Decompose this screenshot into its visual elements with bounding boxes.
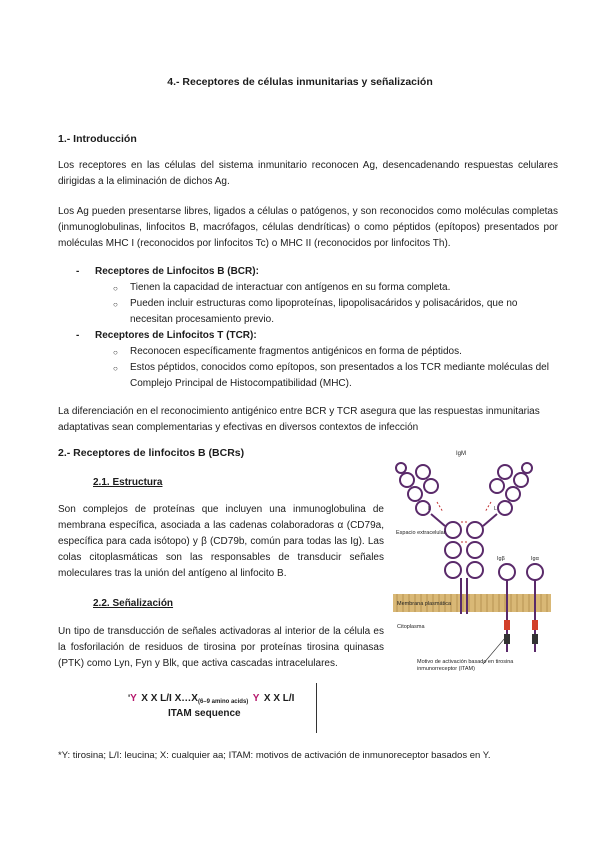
fig-label-citoplasma: Citoplasma	[397, 624, 425, 630]
bcr-structure-figure	[393, 442, 551, 698]
bcr-subbullet-1-marker: ○	[113, 284, 118, 293]
itam-sequence-middle: X X L/I X…X	[141, 693, 198, 704]
itam-tyrosine-2: Y	[252, 693, 260, 704]
bcr-subbullet-2-marker: ○	[113, 300, 118, 309]
tcr-subbullet-1: Reconocen específicamente fragmentos antigénicos en forma de péptidos.	[130, 346, 462, 357]
itam-tyrosine-1: Y	[130, 693, 137, 704]
itam-sequence-end: X X L/I	[263, 693, 295, 704]
fig-label-espacio: Espacio extracelular	[396, 530, 446, 536]
bcr-subbullet-1: Tienen la capacidad de interactuar con antígenos en su forma completa.	[130, 282, 451, 293]
fig-label-igm: IgM	[456, 451, 467, 457]
intro-paragraph-1: Los receptores en las células del sistema inmunitario reconocen Ag, desencadenando respuestas celulares dirigidas a la eliminación de dichos Ag.	[58, 160, 558, 187]
itam-caption: ITAM sequence	[168, 708, 241, 719]
bcr-section-heading: 2.- Receptores de linfocitos B (BCRs)	[58, 447, 245, 459]
intro-heading: 1.- Introducción	[58, 133, 137, 145]
fig-label-ig-alpha: Igα	[531, 556, 539, 562]
signal-text: Un tipo de transducción de señales activadoras al interior de la célula es la fosforilación de residuos de tirosina por proteínas tirosina quinasas (PTK) como Lyn, Fyn y Blk, que activa cascadas intracelulares.	[58, 626, 384, 669]
bcr-bullet-dash: -	[76, 266, 80, 277]
fig-label-membrana: Membrana plasmática	[397, 601, 452, 607]
itam-end-marker-line	[316, 683, 317, 733]
structure-text: Son complejos de proteínas que incluyen una inmunoglobulina de membrana específica, asociada a las cadenas colaboradoras α (CD79a, específica para cada isótopo) y β (CD79b, común para todas las Ig). Las colas citoplasmáticas son las responsables de transducir señales moleculares tras la unión del antígeno al linfocito B.	[58, 504, 384, 579]
itam-sequence-line: 'Y X X L/I $X\dots X_{(6-9 amino acids)}$ Y X X L/I	[128, 693, 295, 705]
fig-label-l-right: L	[494, 506, 497, 512]
page-title: 4.- Receptores de células inmunitarias y señalización	[167, 76, 433, 88]
itam-subscript: (6–9 amino acids)	[197, 699, 249, 705]
intro-paragraph-3: La diferenciación en el reconocimiento antigénico entre BCR y TCR asegura que las respuestas inmunitarias adaptativas sean complementarias y efectivas en diversos contextos de infección	[58, 406, 540, 433]
intro-paragraph-2: Los Ag pueden presentarse libres, ligados a células o patógenos, y son reconocidos como moléculas completas (inmunoglobulinas, linfocitos B, macrófagos, células dendríticas) o como péptidos (epítopos) presentados por moléculas MHC I (reconocidos por linfocitos Tc) o MHC II (reconocidos por linfocitos Th).	[58, 206, 558, 249]
tcr-bullet-dash: -	[76, 330, 80, 341]
tcr-subbullet-2: Estos péptidos, conocidos como epítopos, son presentados a los TCR mediante moléculas del Complejo Principal de Histocompatibilidad (MHC).	[130, 362, 549, 389]
structure-heading: 2.1. Estructura	[93, 477, 163, 488]
fig-label-motivo-wrapper	[417, 659, 527, 695]
signal-heading: 2.2. Señalización	[93, 598, 174, 609]
fig-label-motivo: Motivo de activación basado en tirosina inmunorreceptor (ITAM)	[417, 659, 514, 672]
tcr-bullet-label: Receptores de Linfocitos T (TCR):	[95, 330, 257, 341]
bcr-bullet-label: Receptores de Linfocitos B (BCR):	[95, 266, 259, 277]
fig-label-ig-beta: Igβ	[497, 556, 505, 562]
footnote: *Y: tirosina; L/I: leucina; X: cualquier aa; ITAM: motivos de activación de inmunoreceptor basados en Y.	[58, 750, 491, 761]
bcr-subbullet-2: Pueden incluir estructuras como lipoproteínas, lipopolisacáridos y polisacáridos, que no necesitan procesamiento previo.	[130, 298, 518, 325]
tcr-subbullet-1-marker: ○	[113, 348, 118, 357]
fig-label-l-left: L	[428, 506, 431, 512]
tcr-subbullet-2-marker: ○	[113, 364, 118, 373]
